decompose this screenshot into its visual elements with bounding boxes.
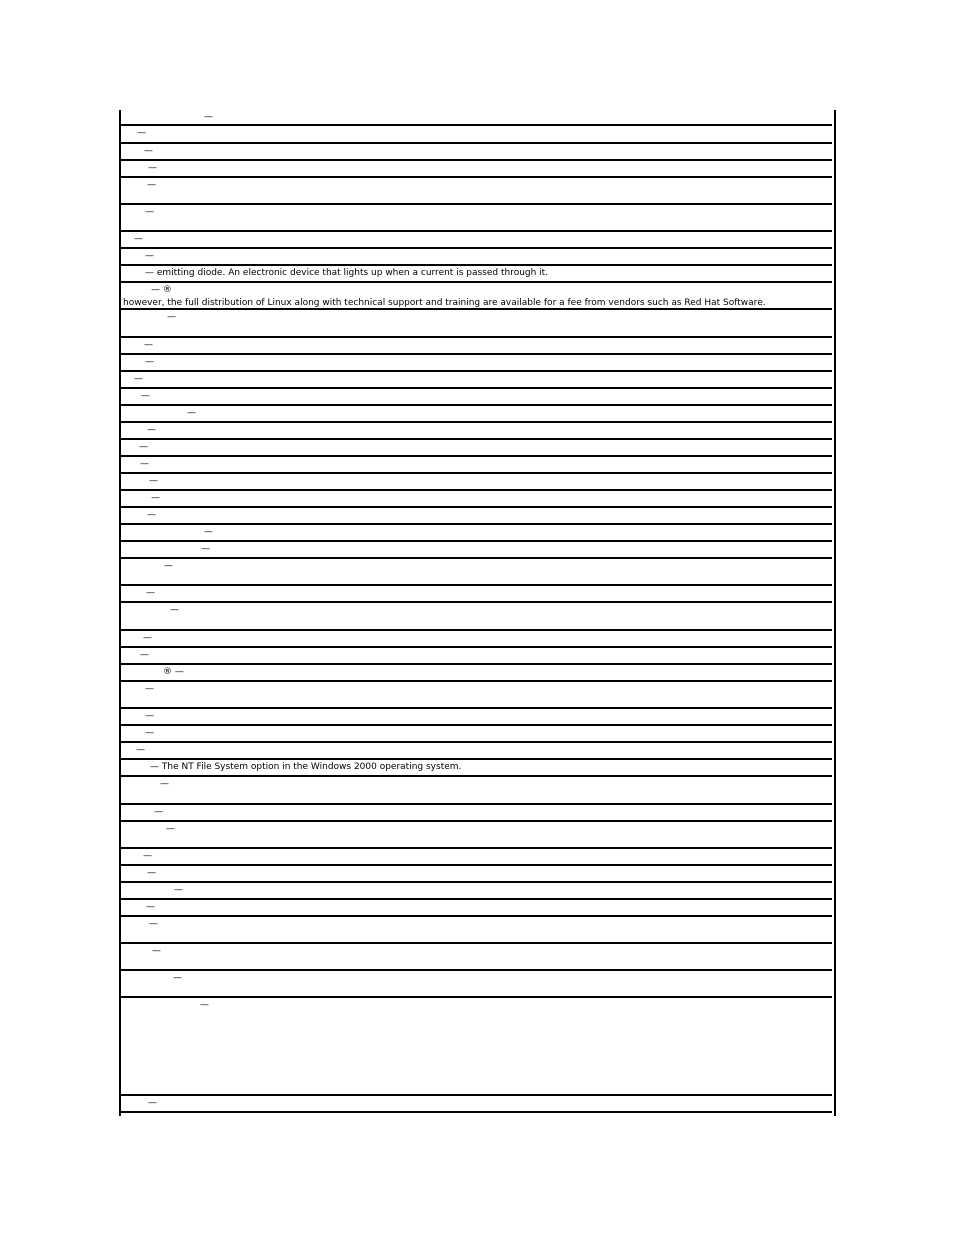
glossary-definition-text: —: [134, 234, 143, 244]
glossary-row: [119, 372, 832, 389]
glossary-row: [119, 1096, 832, 1113]
glossary-row: [119, 205, 832, 232]
glossary-definition-text: —: [151, 493, 160, 503]
glossary-row: [119, 440, 832, 457]
glossary-row: [119, 777, 832, 805]
glossary-definition-text: —: [137, 128, 146, 138]
glossary-definition-text: —: [187, 408, 196, 418]
glossary-row: [119, 709, 832, 726]
glossary-definition-text: —: [145, 357, 154, 367]
glossary-row: [119, 849, 832, 866]
glossary-row: [119, 883, 832, 900]
glossary-definition-text: —: [148, 163, 157, 173]
glossary-row: [119, 355, 832, 372]
glossary-row: [119, 944, 832, 971]
glossary-definition-text: —: [145, 251, 154, 261]
glossary-row: [119, 338, 832, 355]
glossary-row: [119, 266, 832, 283]
glossary-row: [119, 389, 832, 406]
glossary-row: [119, 423, 832, 440]
glossary-row: [119, 917, 832, 944]
glossary-definition-text: —: [170, 605, 179, 615]
glossary-row: [119, 822, 832, 849]
glossary-definition-text: —: [160, 779, 169, 789]
glossary-definition-text: —: [146, 902, 155, 912]
glossary-definition-text: —: [149, 919, 158, 929]
glossary-definition-text: —: [147, 180, 156, 190]
glossary-row: [119, 998, 832, 1096]
glossary-definition-continuation: however, the full distribution of Linux along with technical support and training are available for a fee from vendors such as Red Hat Software.: [123, 298, 766, 308]
glossary-definition-text: — ®: [151, 285, 172, 295]
glossary-row: [119, 648, 832, 665]
glossary-row: [119, 178, 832, 205]
glossary-row: [119, 559, 832, 586]
glossary-row: [119, 161, 832, 178]
glossary-definition-text: —: [204, 527, 213, 537]
glossary-row: [119, 474, 832, 491]
glossary-row: [119, 126, 832, 144]
glossary-definition-text: —: [145, 684, 154, 694]
glossary-definition-text: —: [174, 885, 183, 895]
glossary-row: [119, 491, 832, 508]
glossary-row: [119, 586, 832, 603]
glossary-row: [119, 457, 832, 474]
glossary-definition-text: —: [141, 391, 150, 401]
glossary-row: [119, 726, 832, 743]
glossary-row: [119, 144, 832, 161]
glossary-row: [119, 900, 832, 917]
glossary-definition-text: —: [147, 868, 156, 878]
glossary-row: [119, 805, 832, 822]
glossary-row: [119, 603, 832, 631]
glossary-definition-text: —: [148, 1098, 157, 1108]
glossary-definition-text: —: [134, 374, 143, 384]
glossary-definition-text: —: [139, 442, 148, 452]
glossary-definition-text: —: [143, 851, 152, 861]
glossary-definition-text: —: [145, 711, 154, 721]
glossary-definition-text: —: [140, 650, 149, 660]
glossary-definition-text: —: [140, 459, 149, 469]
glossary-row: [119, 525, 832, 542]
glossary-definition-text: —: [145, 207, 154, 217]
glossary-row: [119, 631, 832, 648]
glossary-row: [119, 682, 832, 709]
glossary-definition-text: —: [149, 476, 158, 486]
glossary-definition-text: —: [164, 561, 173, 571]
glossary-row: [119, 508, 832, 525]
glossary-row: [119, 971, 832, 998]
glossary-definition-text: —: [200, 1000, 209, 1010]
glossary-row: [119, 406, 832, 423]
glossary-row: [119, 283, 832, 310]
glossary-definition-text: —: [144, 146, 153, 156]
glossary-definition-text: —: [136, 745, 145, 755]
glossary-row: [119, 110, 832, 126]
glossary-row: [119, 743, 832, 760]
glossary-definition-text: ® —: [163, 667, 184, 677]
glossary-row: [119, 866, 832, 883]
glossary-row: [119, 310, 832, 338]
glossary-row: [119, 760, 832, 777]
glossary-definition-text: — The NT File System option in the Windows 2000 operating system.: [150, 762, 462, 772]
glossary-row: [119, 249, 832, 266]
glossary-definition-text: —: [173, 973, 182, 983]
glossary-row: [119, 232, 832, 249]
glossary-definition-text: —: [145, 728, 154, 738]
glossary-definition-text: —: [204, 112, 213, 122]
glossary-definition-text: —: [147, 425, 156, 435]
glossary-definition-text: —: [147, 510, 156, 520]
glossary-definition-text: —: [146, 588, 155, 598]
glossary-definition-text: —: [167, 312, 176, 322]
glossary-definition-text: — emitting diode. An electronic device that lights up when a current is passed through it.: [145, 268, 549, 278]
glossary-definition-text: —: [143, 633, 152, 643]
glossary-definition-text: —: [166, 824, 175, 834]
glossary-definition-text: —: [154, 807, 163, 817]
glossary-row: [119, 665, 832, 682]
glossary-definition-text: —: [152, 946, 161, 956]
glossary-row: [119, 542, 832, 559]
glossary-definition-text: —: [144, 340, 153, 350]
glossary-definition-text: —: [201, 544, 210, 554]
